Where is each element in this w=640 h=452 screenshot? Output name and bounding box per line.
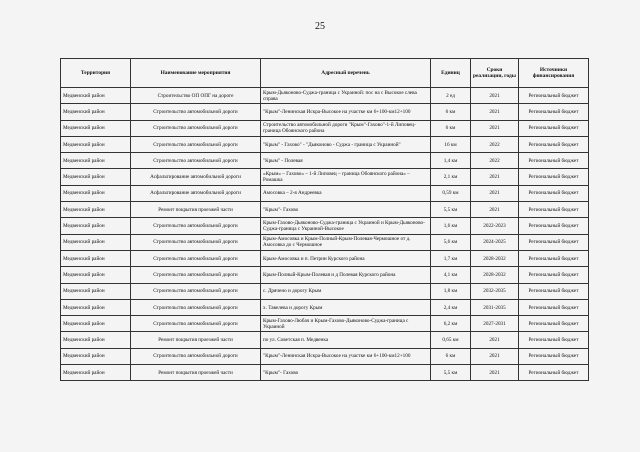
cell-activity: Ремонт покрытия проезжей части xyxy=(131,202,261,218)
table-row xyxy=(61,365,589,381)
cell-source: Региональный бюджет xyxy=(519,250,589,266)
cell-territory: Медвенский район xyxy=(61,267,131,283)
cell-source: Региональный бюджет xyxy=(519,267,589,283)
cell-activity: Строительство ОП ОПГ на дороге xyxy=(131,88,261,104)
cell-source: Региональный бюджет xyxy=(519,169,589,185)
header-unit: Единиц xyxy=(431,59,471,88)
cell-activity: Строительство автомобильной дороги xyxy=(131,348,261,364)
cell-period: 2021 xyxy=(471,120,519,136)
cell-territory: Медвенский район xyxy=(61,153,131,169)
cell-address: Крым-Гахово-Дьяконово-Суджа-граница с Украиной и Крым-Дьяконово-Суджа-граница с Украиной-Высокое xyxy=(261,218,431,234)
table-header-row xyxy=(61,59,589,88)
cell-source: Региональный бюджет xyxy=(519,332,589,348)
cell-unit: 1,8 км xyxy=(431,283,471,299)
cell-period: 2022 xyxy=(471,153,519,169)
cell-period: 2028-2032 xyxy=(471,267,519,283)
cell-period: 2021 xyxy=(471,104,519,120)
cell-address: "Крым" - Полевая xyxy=(261,153,431,169)
table-row xyxy=(61,316,589,332)
cell-period: 2024-2025 xyxy=(471,234,519,250)
cell-source: Региональный бюджет xyxy=(519,136,589,152)
cell-address: "Крым"- Гахово xyxy=(261,365,431,381)
cell-address: "Крым" - Гахово" - "Дьяконово - Суджа - граница с Украиной" xyxy=(261,136,431,152)
cell-unit: 2,1 км xyxy=(431,169,471,185)
cell-period: 2027-2031 xyxy=(471,316,519,332)
table-row xyxy=(61,283,589,299)
cell-territory: Медвенский район xyxy=(61,234,131,250)
cell-address: "Крым"-Ленинская Искра-Высокое на участке км 6+100-км12+100 xyxy=(261,348,431,364)
table-row xyxy=(61,348,589,364)
cell-period: 2021 xyxy=(471,185,519,201)
cell-territory: Медвенский район xyxy=(61,283,131,299)
cell-period: 2032-2035 xyxy=(471,283,519,299)
cell-address: Амосовка – 2-я Андреевка xyxy=(261,185,431,201)
cell-activity: Строительство автомобильной дороги xyxy=(131,316,261,332)
cell-territory: Медвенский район xyxy=(61,299,131,315)
cell-territory: Медвенский район xyxy=(61,348,131,364)
cell-territory: Медвенский район xyxy=(61,136,131,152)
header-address: Адресный перечень xyxy=(261,59,431,88)
cell-unit: 1,6 км xyxy=(431,218,471,234)
header-source: Источники финансирования xyxy=(519,59,589,88)
table-row xyxy=(61,136,589,152)
cell-unit: 6 км xyxy=(431,120,471,136)
table-row xyxy=(61,332,589,348)
cell-activity: Строительство автомобильной дороги xyxy=(131,234,261,250)
table-row xyxy=(61,185,589,201)
cell-source: Региональный бюджет xyxy=(519,104,589,120)
cell-address: с. Дрячено и дорогу Крым xyxy=(261,283,431,299)
cell-territory: Медвенский район xyxy=(61,365,131,381)
cell-address: Крым-Амосовка и п. Петрин Курского района xyxy=(261,250,431,266)
cell-source: Региональный бюджет xyxy=(519,202,589,218)
cell-unit: 1,4 км xyxy=(431,153,471,169)
cell-unit: 0,59 км xyxy=(431,185,471,201)
cell-source: Региональный бюджет xyxy=(519,120,589,136)
cell-territory: Медвенский район xyxy=(61,202,131,218)
cell-activity: Строительство автомобильной дороги xyxy=(131,267,261,283)
cell-territory: Медвенский район xyxy=(61,218,131,234)
cell-address: Крым-Дьяконово-Суджа-граница с Украиной: пос на с Высокое слева справа xyxy=(261,88,431,104)
cell-activity: Строительство автомобильной дороги xyxy=(131,283,261,299)
cell-unit: 2,4 км xyxy=(431,299,471,315)
cell-unit: 0,65 км xyxy=(431,332,471,348)
cell-address: "Крым"- Гахово xyxy=(261,202,431,218)
cell-source: Региональный бюджет xyxy=(519,218,589,234)
cell-source: Региональный бюджет xyxy=(519,153,589,169)
table-row xyxy=(61,267,589,283)
table-row xyxy=(61,218,589,234)
cell-period: 2021 xyxy=(471,202,519,218)
cell-period: 2022 xyxy=(471,136,519,152)
table-row xyxy=(61,250,589,266)
cell-source: Региональный бюджет xyxy=(519,185,589,201)
cell-unit: 5,5 км xyxy=(431,202,471,218)
cell-unit: 5,5 км xyxy=(431,365,471,381)
cell-activity: Строительство автомобильной дороги xyxy=(131,153,261,169)
cell-source: Региональный бюджет xyxy=(519,348,589,364)
cell-address: Строительство автомобильной дороги "Крым"-Гахово"-1-й Липовец-граница Обоянского района xyxy=(261,120,431,136)
cell-activity: Асфальтирование автомобильной дороги xyxy=(131,185,261,201)
table-row xyxy=(61,153,589,169)
cell-address: Крым-Амосовка и Крым-Полный-Крым-Полевая-Чермошное от д. Амосовка до с Чермошное xyxy=(261,234,431,250)
header-territory: Территория xyxy=(61,59,131,88)
table-row xyxy=(61,299,589,315)
cell-unit: 6 км xyxy=(431,104,471,120)
cell-unit: 6,2 км xyxy=(431,316,471,332)
cell-territory: Медвенский район xyxy=(61,169,131,185)
cell-period: 2031-2035 xyxy=(471,299,519,315)
cell-address: Крым-Полный-Крым-Полевая и д Полевая Курского района xyxy=(261,267,431,283)
table-row xyxy=(61,104,589,120)
cell-period: 2022-2023 xyxy=(471,218,519,234)
cell-period: 2021 xyxy=(471,332,519,348)
table-row xyxy=(61,234,589,250)
cell-address: х. Тавелева и дорогу Крым xyxy=(261,299,431,315)
cell-activity: Строительство автомобильной дороги xyxy=(131,218,261,234)
cell-address: «Крым» – Гахово» – 1-й Липовец – граница Обоянского района» – Ромашка xyxy=(261,169,431,185)
cell-unit: 5,6 км xyxy=(431,234,471,250)
cell-source: Региональный бюджет xyxy=(519,283,589,299)
cell-territory: Медвенский район xyxy=(61,250,131,266)
cell-territory: Медвенский район xyxy=(61,104,131,120)
cell-unit: 6 км xyxy=(431,348,471,364)
table-row xyxy=(61,169,589,185)
cell-address: по ул. Советская п. Медвенка xyxy=(261,332,431,348)
cell-activity: Строительство автомобильной дороги xyxy=(131,299,261,315)
cell-territory: Медвенский район xyxy=(61,185,131,201)
table-row xyxy=(61,88,589,104)
table-row xyxy=(61,202,589,218)
cell-source: Региональный бюджет xyxy=(519,234,589,250)
cell-territory: Медвенский район xyxy=(61,88,131,104)
cell-source: Региональный бюджет xyxy=(519,316,589,332)
cell-address: "Крым"-Ленинская Искра-Высокое на участке км 6+100-км12+100 xyxy=(261,104,431,120)
cell-activity: Асфальтирование автомобильной дороги xyxy=(131,169,261,185)
cell-activity: Строительство автомобильной дороги xyxy=(131,136,261,152)
cell-source: Региональный бюджет xyxy=(519,299,589,315)
cell-period: 2028-2032 xyxy=(471,250,519,266)
cell-unit: 1,7 км xyxy=(431,250,471,266)
header-activity: Наименование мероприятия xyxy=(131,59,261,88)
cell-activity: Ремонт покрытия проезжей части xyxy=(131,365,261,381)
cell-activity: Ремонт покрытия проезжей части xyxy=(131,332,261,348)
cell-activity: Строительство автомобильной дороги xyxy=(131,120,261,136)
cell-territory: Медвенский район xyxy=(61,120,131,136)
table-row xyxy=(61,120,589,136)
cell-source: Региональный бюджет xyxy=(519,365,589,381)
projects-table xyxy=(60,58,589,381)
cell-period: 2021 xyxy=(471,169,519,185)
cell-territory: Медвенский район xyxy=(61,316,131,332)
cell-unit: 4,1 км xyxy=(431,267,471,283)
cell-address: Крым-Гахово-Любач и Крым-Гахово-Дьяконово-Суджа-граница с Украиной xyxy=(261,316,431,332)
cell-unit: 16 км xyxy=(431,136,471,152)
cell-territory: Медвенский район xyxy=(61,332,131,348)
cell-period: 2021 xyxy=(471,88,519,104)
cell-activity: Строительство автомобильной дороги xyxy=(131,104,261,120)
cell-unit: 2 ед xyxy=(431,88,471,104)
page-number: 25 xyxy=(315,21,325,32)
cell-period: 2021 xyxy=(471,348,519,364)
cell-period: 2021 xyxy=(471,365,519,381)
cell-activity: Строительство автомобильной дороги xyxy=(131,250,261,266)
header-period: Сроки реализации, годы xyxy=(471,59,519,88)
cell-source: Региональный бюджет xyxy=(519,88,589,104)
